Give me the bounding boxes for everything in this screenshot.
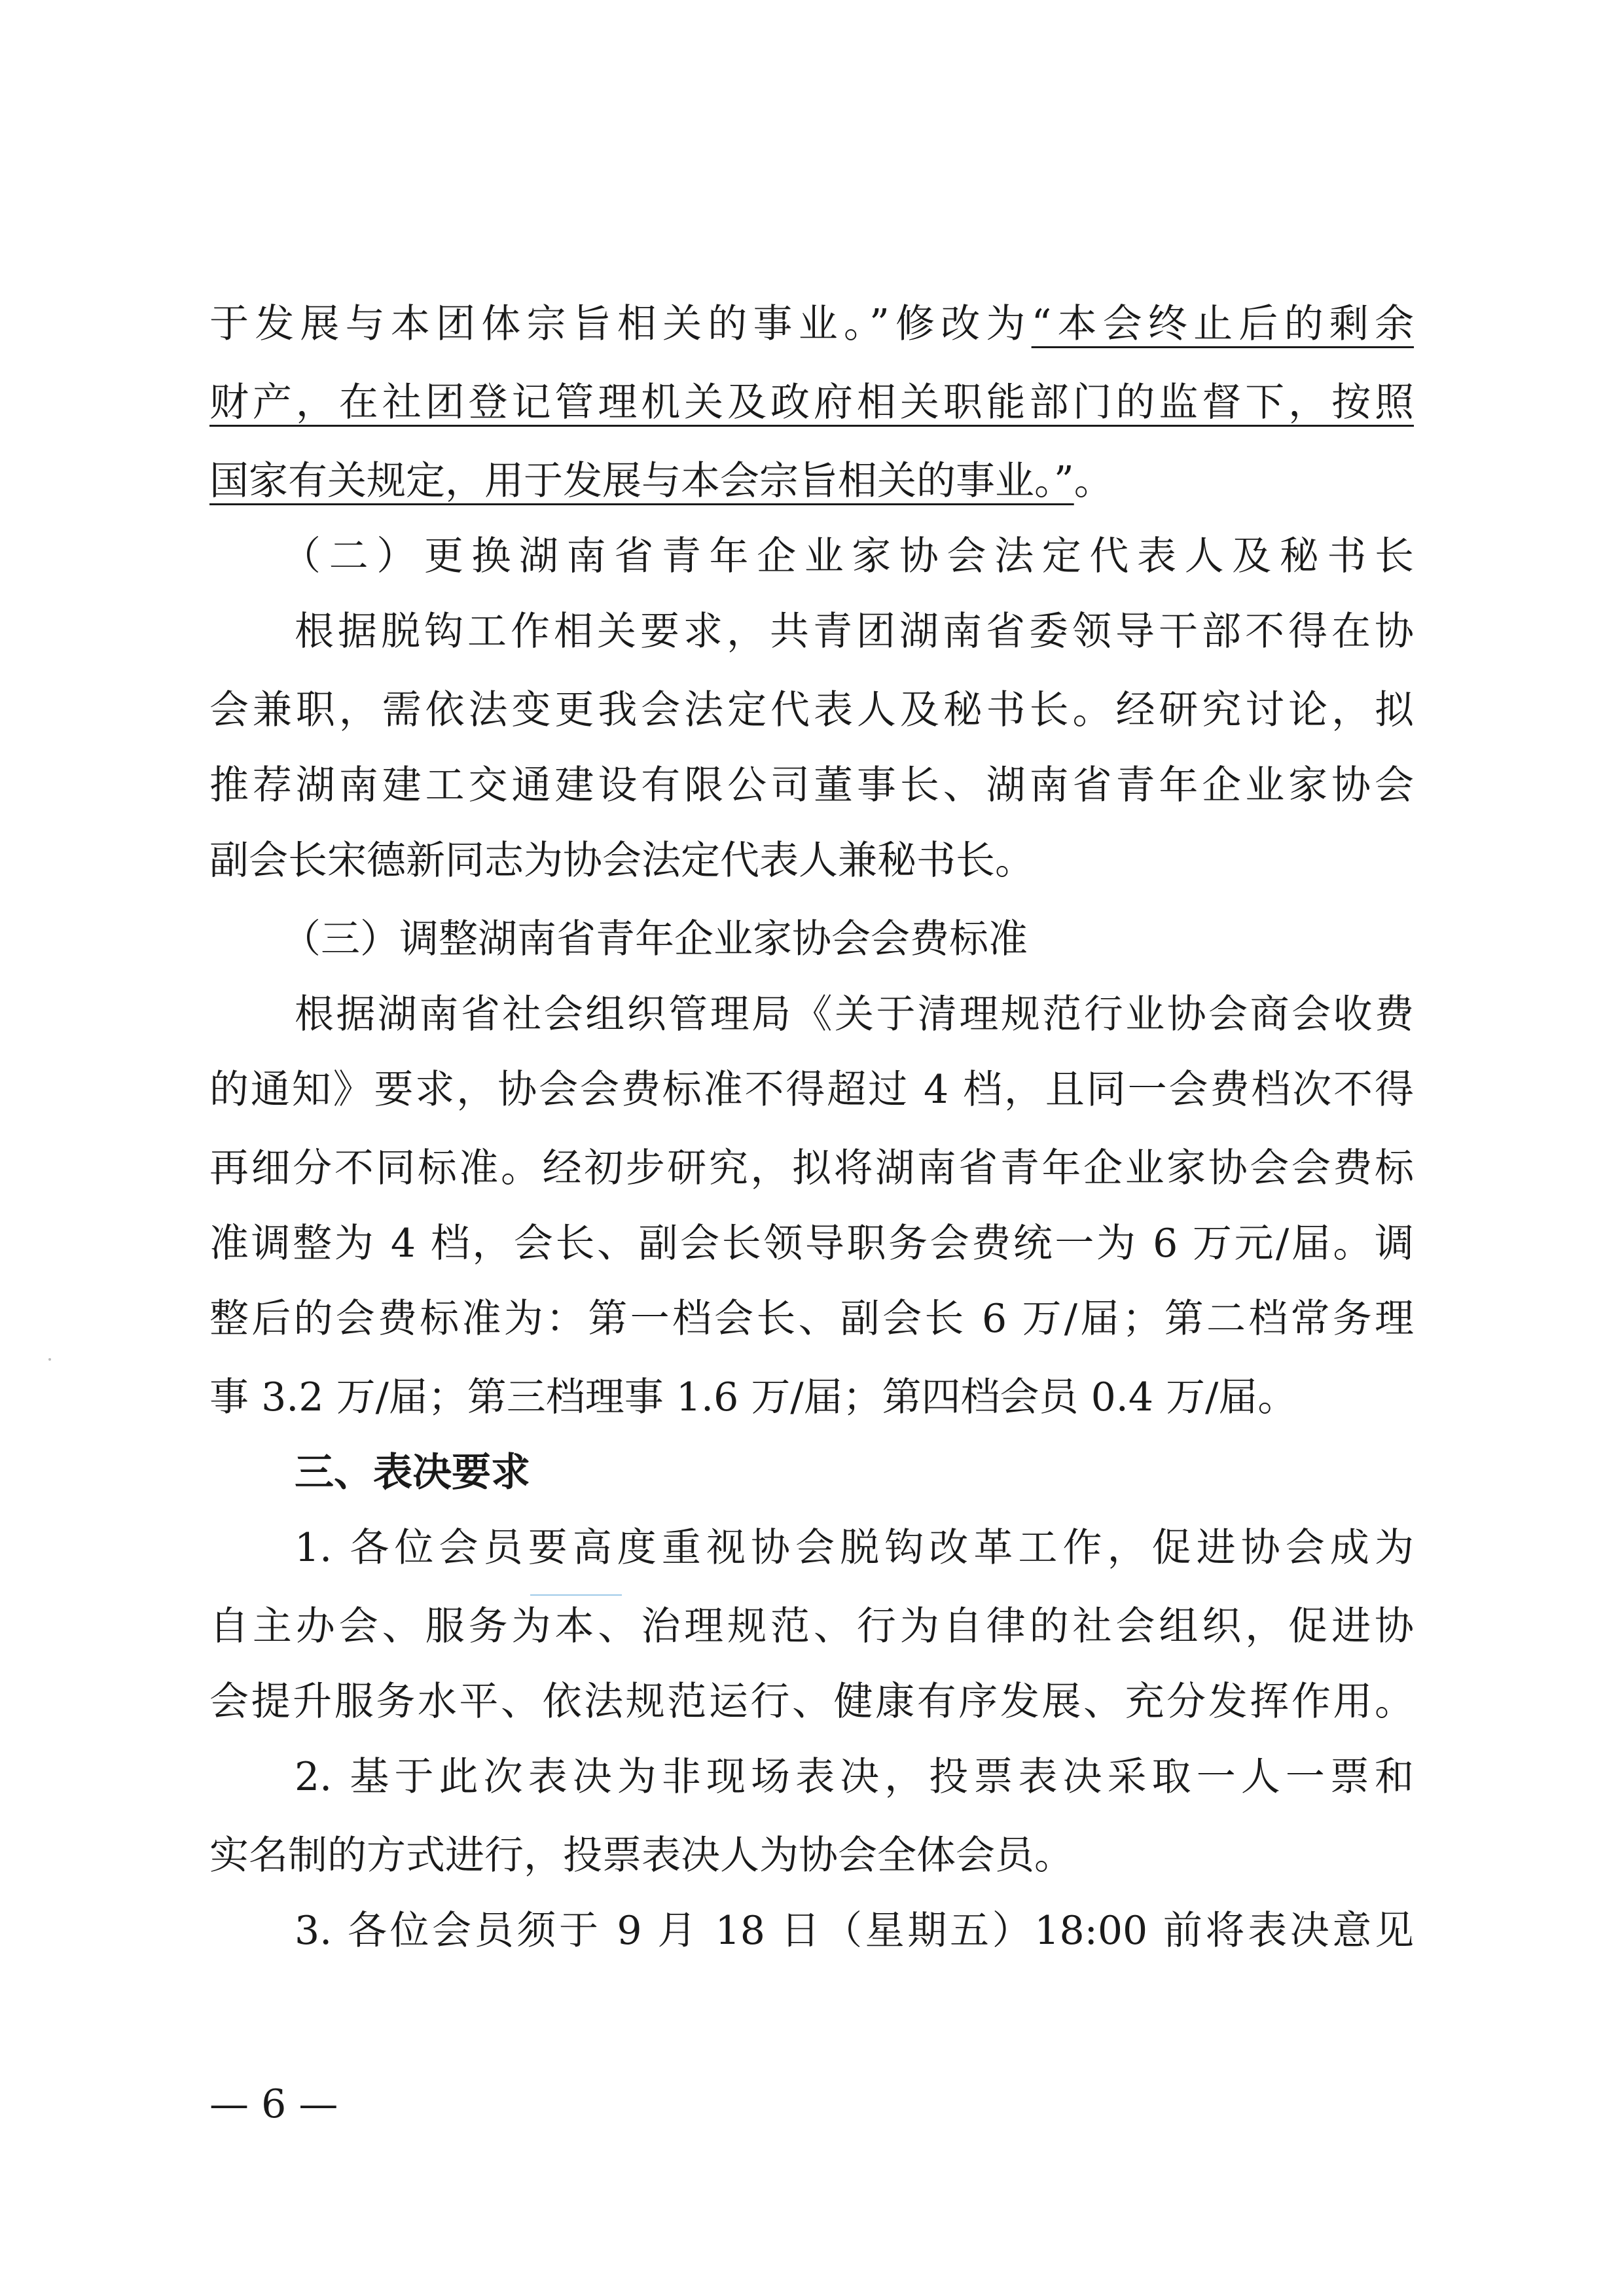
paragraph-line: 副会长宋德新同志为协会法定代表人兼秘书长。 [209,838,1034,884]
list-item-line: 实名制的方式进行，投票表决人为协会全体会员。 [209,1833,1074,1878]
list-item-line: 3. 各位会员须于 9 月 18 日（星期五）18:00 前将表决意见 [295,1908,1414,1954]
paragraph-line: 事 3.2 万/届；第三档理事 1.6 万/届；第四档会员 0.4 万/届。 [209,1374,1297,1420]
scan-mark [530,1594,622,1596]
paragraph-line: 再细分不同标准。经初步研究，拟将湖南省青年企业家协会会费标 [209,1145,1414,1191]
subheading-3: （三）调整湖南省青年企业家协会会费标准 [281,916,1028,962]
paragraph-line: 准调整为 4 档，会长、副会长领导职务会费统一为 6 万元/届。调 [209,1221,1414,1266]
underlined-amendment-line: 财产，在社团登记管理机关及政府相关职能部门的监督下，按照 [209,380,1414,425]
subheading-2: （二）更换湖南省青年企业家协会法定代表人及秘书长 [281,533,1414,579]
section-heading: 三、表决要求 [295,1450,530,1496]
text-line [209,298,1414,350]
paragraph-line: 根据湖南省社会组织管理局《关于清理规范行业协会商会收费 [295,992,1414,1037]
text-segment: 。 [1074,458,1113,504]
underlined-amendment: “本会终止后的剩余 [1031,301,1414,347]
paragraph-line: 的通知》要求，协会会费标准不得超过 4 档，且同一会费档次不得 [209,1067,1414,1113]
paragraph-line: 推荐湖南建工交通建设有限公司董事长、湖南省青年企业家协会 [209,762,1414,808]
paragraph-line: 整后的会费标准为：第一档会长、副会长 6 万/届；第二档常务理 [209,1296,1414,1342]
paragraph-line: 根据脱钩工作相关要求，共青团湖南省委领导干部不得在协 [295,609,1414,655]
underlined-amendment: 国家有关规定，用于发展与本会宗旨相关的事业。” [209,458,1074,504]
list-item-line: 会提升服务水平、依法规范运行、健康有序发展、充分发挥作用。 [209,1679,1414,1725]
text-segment: 于发展与本团体宗旨相关的事业。”修改为 [209,301,1032,347]
list-item-line: 2. 基于此次表决为非现场表决，投票表决采取一人一票和 [295,1754,1414,1800]
page-number: — 6 — [209,2081,338,2127]
list-item-line: 自主办会、服务为本、治理规范、行为自律的社会组织，促进协 [209,1604,1414,1649]
scan-speck [48,1358,51,1361]
list-item-line: 1. 各位会员要高度重视协会脱钩改革工作，促进协会成为 [295,1525,1414,1571]
text-line [209,455,1414,507]
paragraph-line: 会兼职，需依法变更我会法定代表人及秘书长。经研究讨论，拟 [209,687,1414,733]
